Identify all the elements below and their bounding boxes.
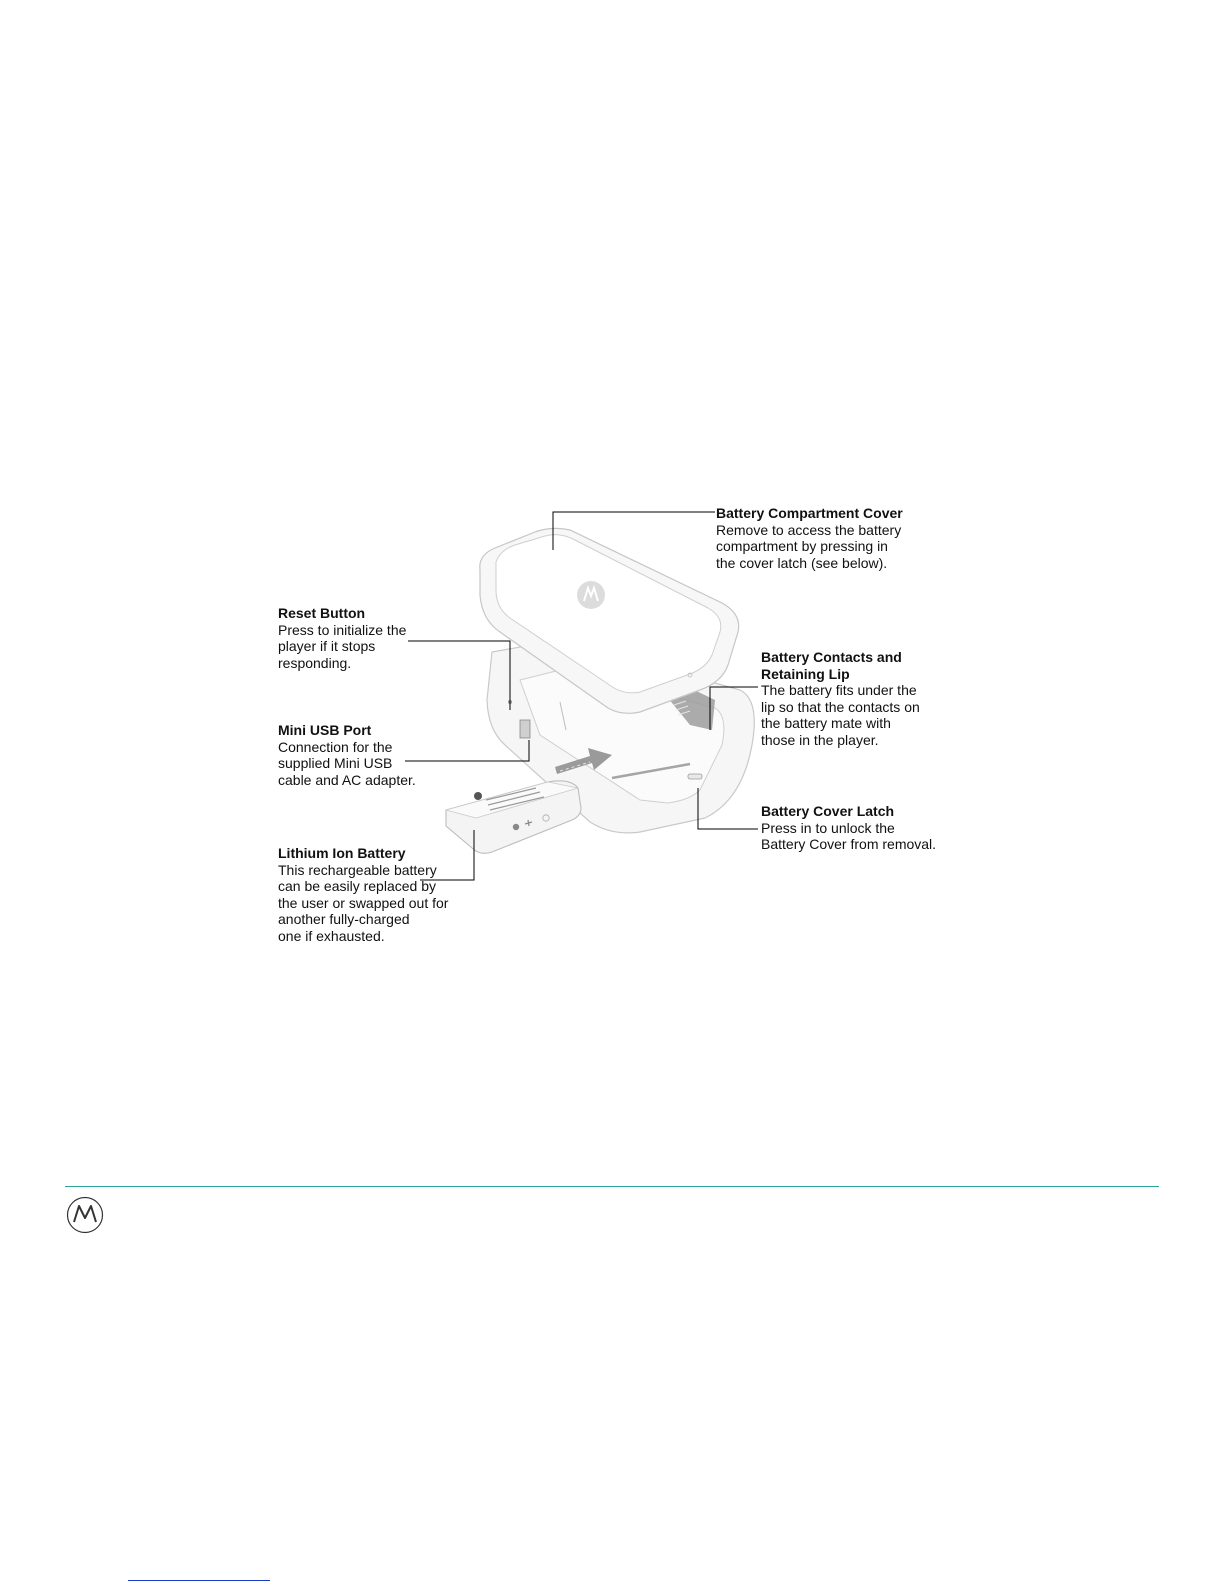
callout-battery-contacts (761, 649, 920, 748)
link-underline (128, 1580, 270, 1581)
callout-title: Battery Compartment Cover (716, 505, 903, 521)
lithium-ion-battery (446, 781, 581, 853)
callout-reset-button (278, 605, 406, 671)
callout-battery-cover-latch (761, 803, 936, 853)
callout-body: Press in to unlock the Battery Cover from removal. (761, 819, 937, 852)
callout-body: Connection for the supplied Mini USB cable and AC adapter. (278, 738, 416, 788)
callout-body: Press to initialize the player if it stops responding. (278, 621, 407, 671)
callout-battery-compartment-cover (716, 505, 903, 571)
callout-title: Reset Button (278, 605, 366, 621)
callout-mini-usb-port (278, 722, 416, 788)
callout-title: Lithium Ion Battery (278, 845, 406, 861)
usb-port-icon (520, 720, 530, 738)
callout-body: This rechargeable battery can be easily replaced by the user or swapped out for another fully-charged one if exhausted. (278, 861, 449, 944)
motorola-logo-icon (66, 1196, 104, 1234)
callout-title: Mini USB Port (278, 722, 372, 738)
latch-icon (688, 774, 702, 779)
callout-lithium-ion-battery (278, 845, 448, 944)
footer-divider (65, 1186, 1159, 1187)
callout-title: Battery Contacts and Retaining Lip (761, 649, 902, 682)
callout-body: The battery fits under the lip so that the contacts on the battery mate with those in the player. (761, 682, 920, 748)
callout-title: Battery Cover Latch (761, 803, 895, 819)
callout-body: Remove to access the battery compartment by pressing in the cover latch (see below). (716, 521, 902, 571)
